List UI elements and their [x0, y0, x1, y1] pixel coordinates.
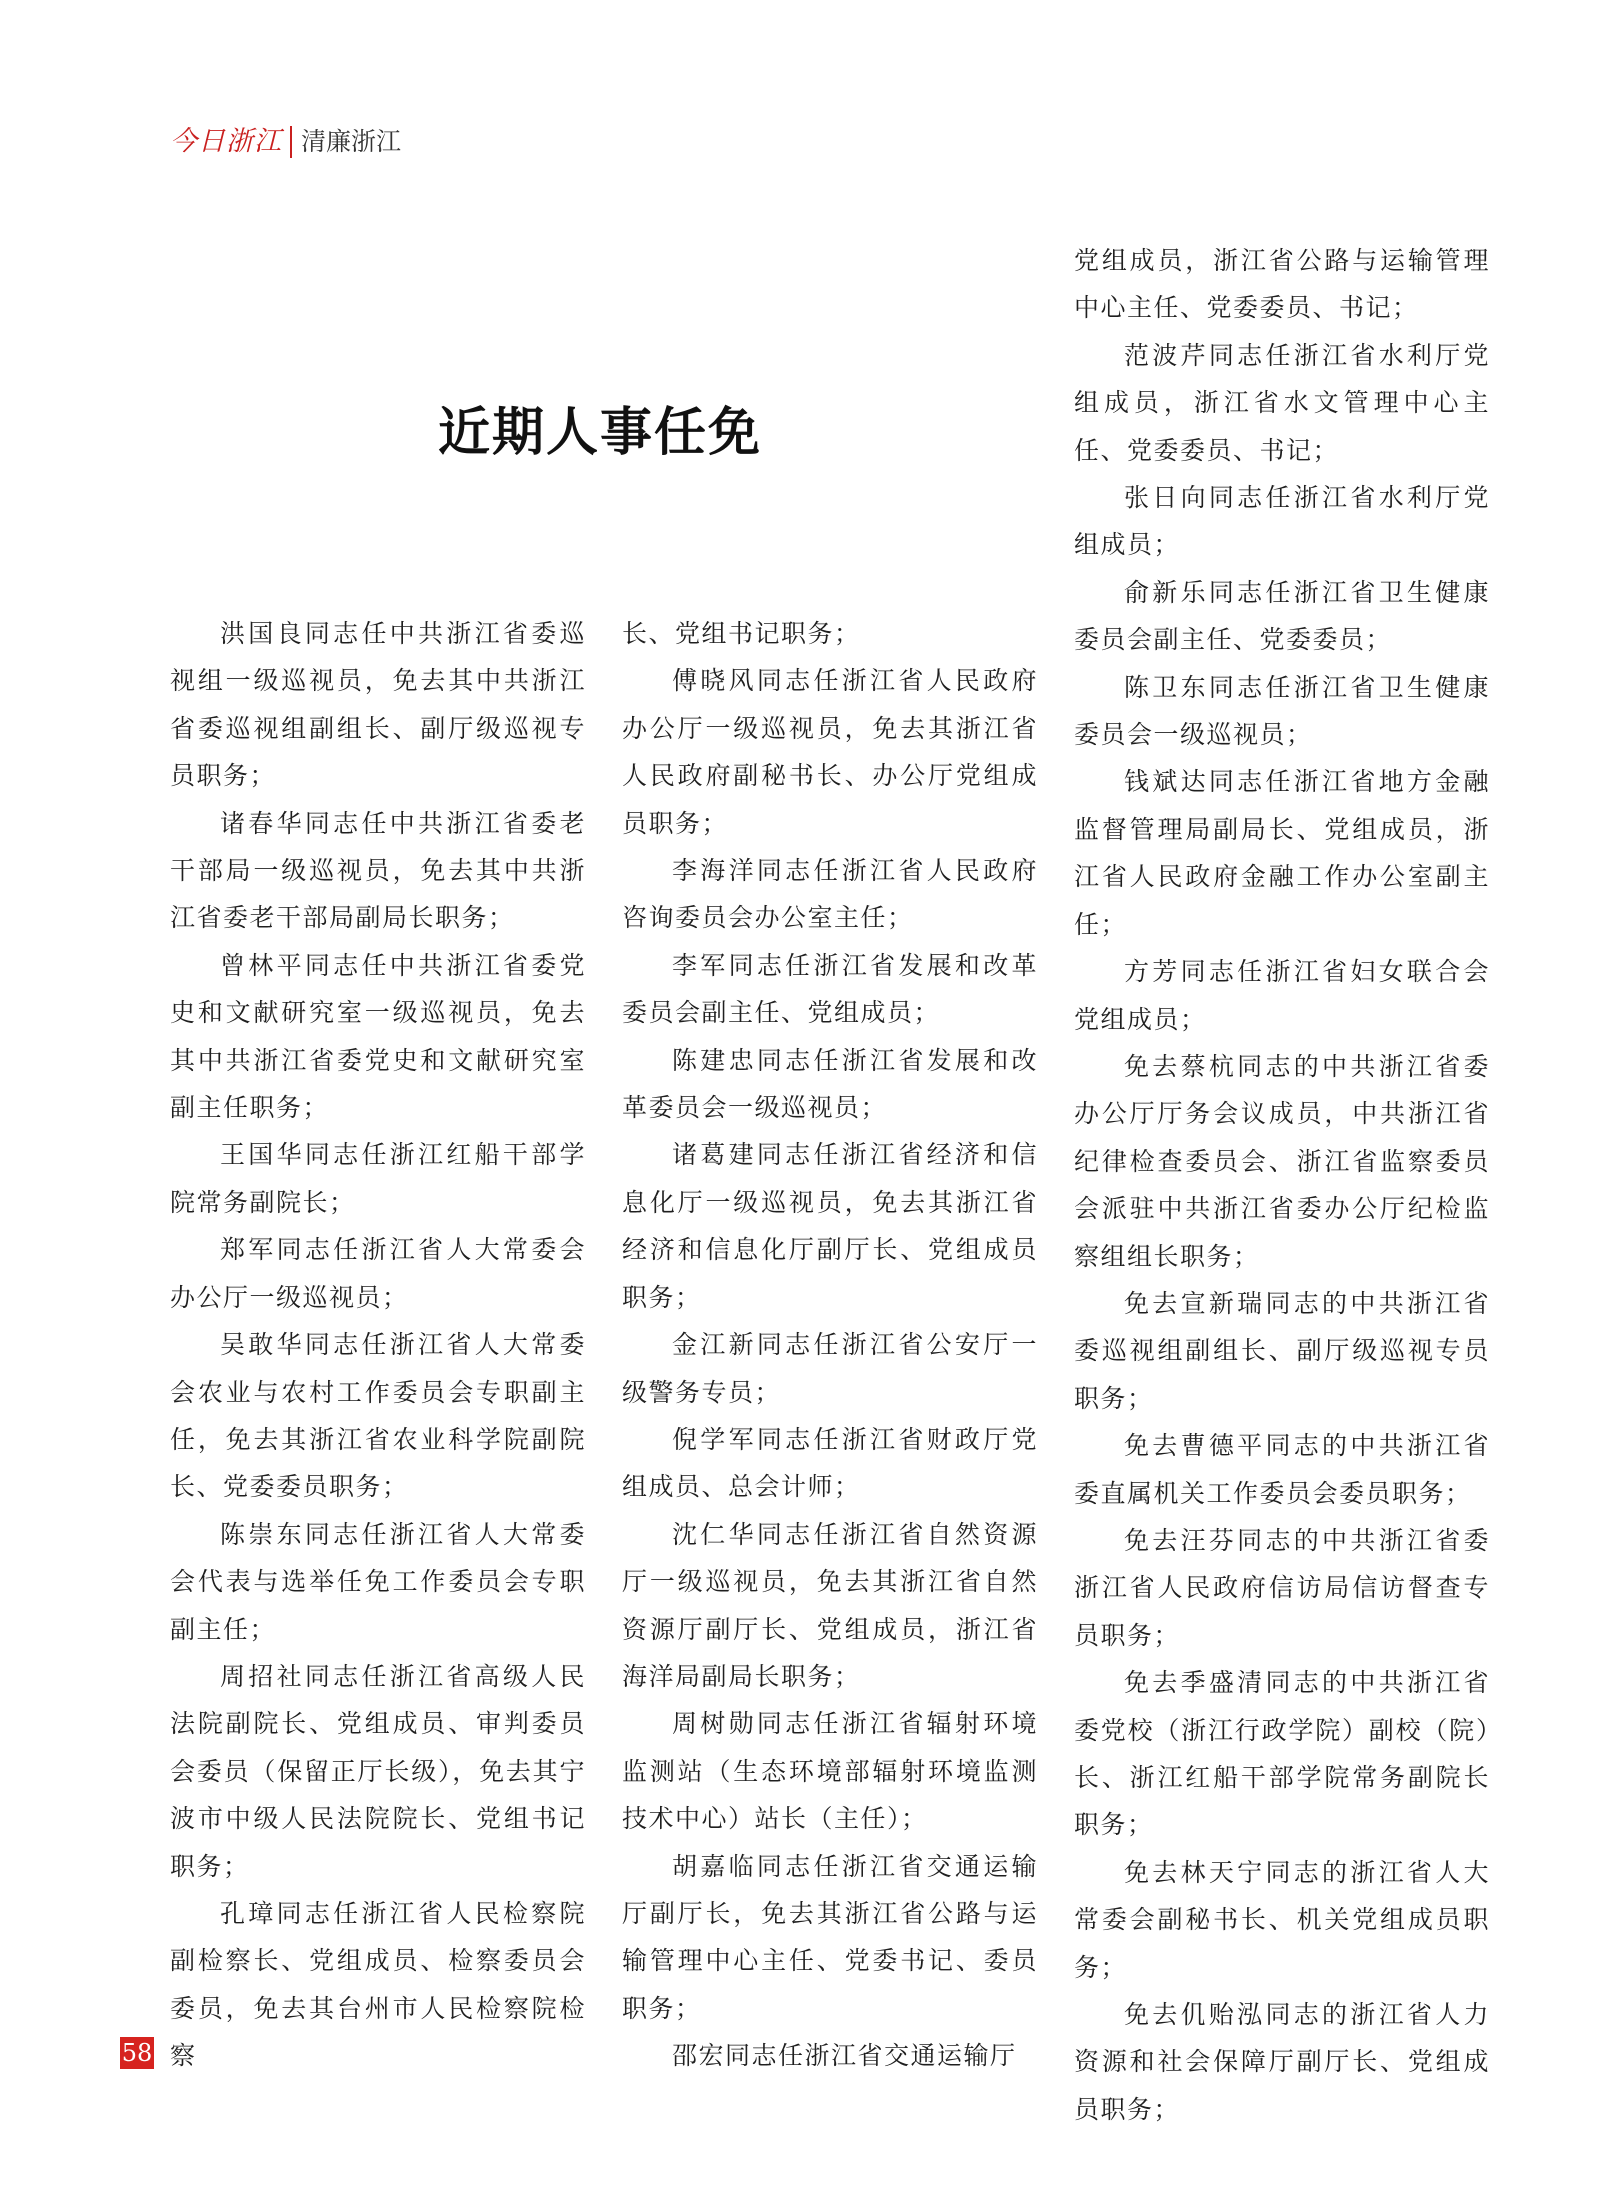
paragraph: 金江新同志任浙江省公安厅一级警务专员；	[622, 1330, 1038, 1407]
paragraph: 免去林天宁同志的浙江省人大常委会副秘书长、机关党组成员职务；	[1074, 1857, 1490, 1982]
paragraph: 免去季盛清同志的中共浙江省委党校（浙江行政学院）副校（院）长、浙江红船干部学院常务副院长职务；	[1074, 1668, 1490, 1840]
paragraph: 免去仉贻泓同志的浙江省人力资源和社会保障厅副厅长、党组成员职务；	[1074, 2000, 1490, 2124]
page-header	[170, 120, 401, 164]
paragraph: 陈建忠同志任浙江省发展和改革委员会一级巡视员；	[622, 1045, 1038, 1123]
paragraph: 王国华同志任浙江红船干部学院常务副院长；	[170, 1140, 586, 1217]
paragraph: 钱斌达同志任浙江省地方金融监督管理局副局长、党组成员，浙江省人民政府金融工作办公室副主任；	[1074, 767, 1490, 939]
text-column-2	[622, 610, 1038, 2080]
paragraph: 郑军同志任浙江省人大常委会办公厅一级巡视员；	[170, 1235, 586, 1312]
paragraph: 诸春华同志任中共浙江省委老干部局一级巡视员，免去其中共浙江省委老干部局副局长职务；	[170, 808, 586, 933]
paragraph: 免去宣新瑞同志的中共浙江省委巡视组副组长、副厅级巡视专员职务；	[1074, 1288, 1490, 1413]
paragraph: 免去曹德平同志的中共浙江省委直属机关工作委员会委员职务；	[1074, 1431, 1490, 1508]
paragraph: 李海洋同志任浙江省人民政府咨询委员会办公室主任；	[622, 856, 1038, 933]
paragraph: 免去汪芬同志的中共浙江省委浙江省人民政府信访局信访督查专员职务；	[1074, 1525, 1490, 1650]
paragraph: 洪国良同志任中共浙江省委巡视组一级巡视员，免去其中共浙江省委巡视组副组长、副厅级巡视专员职务；	[170, 619, 586, 791]
paragraph: 沈仁华同志任浙江省自然资源厅一级巡视员，免去其浙江省自然资源厅副厅长、党组成员，浙江省海洋局副局长职务；	[622, 1519, 1038, 1691]
paragraph: 傅晓风同志任浙江省人民政府办公厅一级巡视员，免去其浙江省人民政府副秘书长、办公厅党组成员职务；	[622, 666, 1038, 838]
paragraph: 陈卫东同志任浙江省卫生健康委员会一级巡视员；	[1074, 672, 1490, 750]
paragraph: 吴敢华同志任浙江省人大常委会农业与农村工作委员会专职副主任，免去其浙江省农业科学院副院长、党委委员职务；	[170, 1330, 586, 1502]
paragraph: 范波芹同志任浙江省水利厅党组成员，浙江省水文管理中心主任、党委委员、书记；	[1074, 340, 1490, 465]
paragraph: 李军同志任浙江省发展和改革委员会副主任、党组成员；	[622, 950, 1038, 1028]
paragraph-continuation: 党组成员，浙江省公路与运输管理中心主任、党委委员、书记；	[1074, 246, 1490, 323]
header-divider	[290, 126, 292, 158]
article-title: 近期人事任免	[437, 402, 762, 463]
paragraph: 胡嘉临同志任浙江省交通运输厅副厅长，免去其浙江省公路与运输管理中心主任、党委书记、委员职务；	[622, 1851, 1038, 2023]
paragraph: 周树勋同志任浙江省辐射环境监测站（生态环境部辐射环境监测技术中心）站长（主任）；	[622, 1709, 1038, 1834]
paragraph: 张日向同志任浙江省水利厅党组成员；	[1074, 483, 1490, 560]
paragraph: 周招社同志任浙江省高级人民法院副院长、党组成员、审判委员会委员（保留正厅长级），免去其宁波市中级人民法院院长、党组书记职务；	[170, 1661, 586, 1881]
text-column-1	[170, 610, 586, 2080]
section-name: 清廉浙江	[301, 127, 402, 156]
paragraph: 诸葛建同志任浙江省经济和信息化厅一级巡视员，免去其浙江省经济和信息化厅副厅长、党组成员职务；	[622, 1140, 1038, 1312]
page-number: 58	[121, 2039, 153, 2067]
paragraph: 陈崇东同志任浙江省人大常委会代表与选举任免工作委员会专职副主任；	[170, 1519, 586, 1644]
paragraph: 俞新乐同志任浙江省卫生健康委员会副主任、党委委员；	[1074, 577, 1490, 655]
paragraph-continuation: 长、党组书记职务；	[622, 619, 861, 648]
paragraph: 倪学军同志任浙江省财政厅党组成员、总会计师；	[622, 1424, 1038, 1502]
paragraph: 免去蔡杭同志的中共浙江省委办公厅厅务会议成员，中共浙江省纪律检查委员会、浙江省监察委员会派驻中共浙江省委办公厅纪检监察组组长职务；	[1074, 1051, 1490, 1271]
text-column-3	[1074, 237, 1490, 2133]
paragraph: 曾林平同志任中共浙江省委党史和文献研究室一级巡视员，免去其中共浙江省委党史和文献研究室副主任职务；	[170, 950, 586, 1123]
magazine-logo: 今日浙江	[170, 126, 282, 157]
paragraph: 孔璋同志任浙江省人民检察院副检察长、党组成员、检察委员会委员，免去其台州市人民检察院检察	[170, 1898, 586, 2071]
paragraph: 方芳同志任浙江省妇女联合会党组成员；	[1074, 957, 1490, 1034]
paragraph: 邵宏同志任浙江省交通运输厅	[672, 2041, 1017, 2071]
